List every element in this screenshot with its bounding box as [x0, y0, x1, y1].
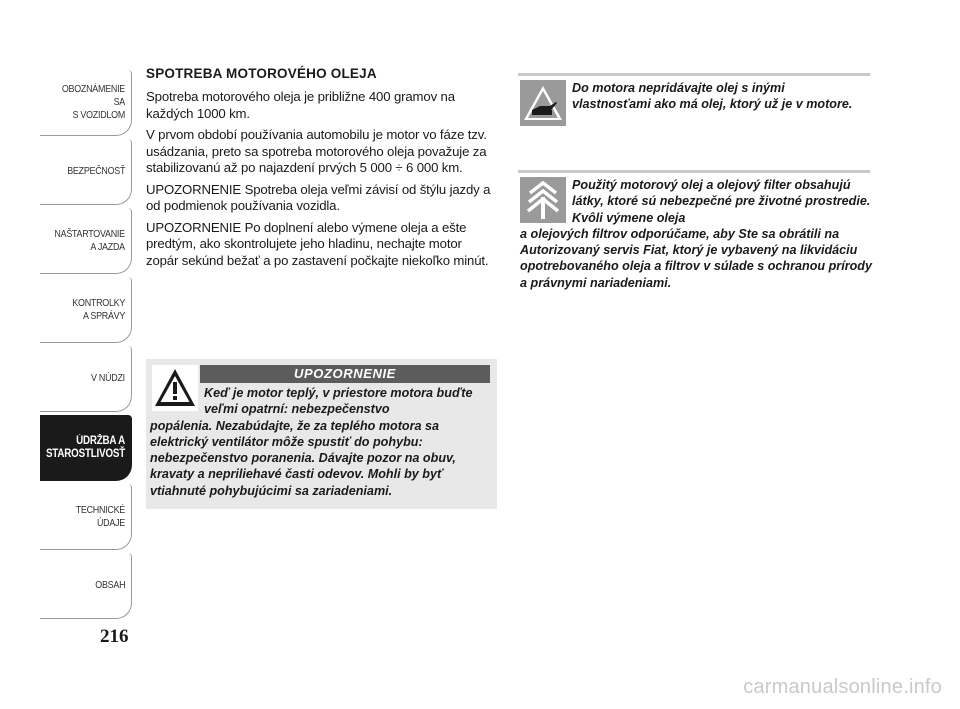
paragraph-running-in: V prvom období používania automobilu je motor vo fáze tzv. usádzania, preto sa spotreba motorového oleja považuje za stabilizovanú až po najazdení prvých 5 000 ÷ 6 000 km.: [146, 127, 487, 175]
note-environment-indented: Použitý motorový olej a olejový filter obsahujú látky, ktoré sú nebezpečné pre životné prostredie. Kvôli výmene oleja: [572, 178, 871, 225]
divider-top: [518, 73, 870, 76]
tab-kontrolky[interactable]: KONTROLKY A SPRÁVY: [40, 277, 132, 343]
tab-obsah[interactable]: OBSAH: [40, 553, 132, 619]
section-title: SPOTREBA MOTOROVÉHO OLEJA: [146, 66, 377, 81]
oil-can-icon: [520, 80, 566, 126]
divider-middle: [518, 170, 870, 173]
warning-header: UPOZORNENIE: [200, 365, 490, 383]
tab-v-nudzi[interactable]: V NÚDZI: [40, 346, 132, 412]
warning-box: [146, 359, 497, 509]
note-oil-text: Do motora nepridávajte olej s inými vlastnosťami ako má olej, ktorý už je v motore.: [572, 81, 853, 112]
tab-nastartovanie[interactable]: NAŠTARTOVANIE A JAZDA: [40, 208, 132, 274]
paragraph-consumption: Spotreba motorového oleja je približne 400 gramov na každých 1000 km.: [146, 89, 455, 121]
warning-text-indented: Keď je motor teplý, v priestore motora buďte veľmi opatrní: nebezpečenstvo: [204, 386, 473, 417]
tab-udrzba-active[interactable]: ÚDRŽBA A STAROSTLIVOSŤ: [40, 415, 132, 481]
warning-text: [146, 385, 496, 499]
main-column: [146, 66, 496, 274]
page-number: 216: [100, 626, 129, 647]
tab-bezpecnost[interactable]: BEZPEČNOSŤ: [40, 139, 132, 205]
note-environment-rest: a olejových filtrov odporúčame, aby Ste sa obrátili na Autorizovaný servis Fiat, ktorý je vybavený na likvidáciu opotrebovaného oleja a filtrov v súlade s ochranou prírody a právnymi nariadeniami.: [520, 226, 872, 290]
paragraph-after-refill: UPOZORNENIE Po doplnení alebo výmene oleja a ešte predtým, ako skontrolujete jeho hladinu, nechajte motor zopár sekúnd bežať a po zastavení počkajte niekoľko minút.: [146, 219, 489, 268]
tab-oboznamenie[interactable]: OBOZNÁMENIE SA S VOZIDLOM: [40, 70, 132, 136]
warning-text-rest: popálenia. Nezabúdajte, že za teplého motora sa elektrický ventilátor môže spustiť do pohybu: nebezpečenstvo poranenia. Dávajte pozor na obuv, kravaty a nepriliehavé časti odevov. Mohli by byť vtiahnuté pohybujúcimi sa zariadeniami.: [150, 418, 456, 498]
note-environment-text: [520, 177, 875, 291]
watermark: carmanualsonline.info: [743, 676, 942, 698]
paragraph-driving-style: UPOZORNENIE Spotreba oleja veľmi závisí od štýlu jazdy a od podmienok používania vozidla.: [146, 181, 491, 213]
tab-technicke[interactable]: TECHNICKÉ ÚDAJE: [40, 484, 132, 550]
